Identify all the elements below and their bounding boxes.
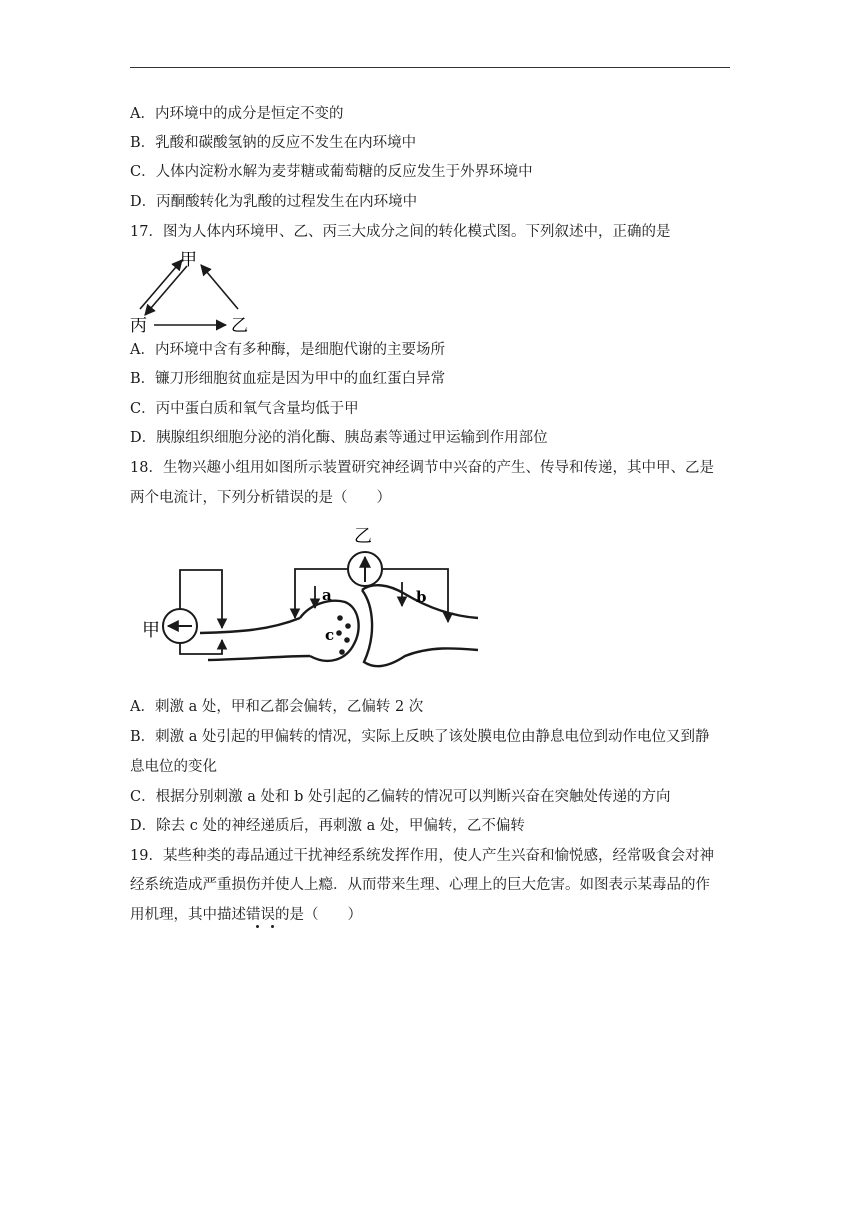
q19-stem-line3: 用机理，其中描述错误的是（ ） xyxy=(130,907,362,923)
q18-option-d: D．除去 c 处的神经递质后，再刺激 a 处，甲偏转，乙不偏转 xyxy=(130,818,525,834)
q17-stem: 17．图为人体内环境甲、乙、丙三大成分之间的转化模式图。下列叙述中，正确的是 xyxy=(130,224,671,240)
emphasis-dot xyxy=(256,925,259,928)
q16-option-d: D．丙酮酸转化为乳酸的过程发生在内环境中 xyxy=(130,194,418,210)
q18-option-a: A．刺激 a 处，甲和乙都会偏转，乙偏转 2 次 xyxy=(130,699,424,715)
q18-option-b: B．刺激 a 处引起的甲偏转的情况，实际上反映了该处膜电位由静息电位到动作电位又到静 xyxy=(130,729,710,745)
vesicle xyxy=(344,637,350,643)
q17-option-c: C．丙中蛋白质和氧气含量均低于甲 xyxy=(130,401,359,417)
point-c-label: c xyxy=(325,626,335,644)
vesicle xyxy=(336,630,342,636)
q16-option-c: C．人体内淀粉水解为麦芽糖或葡萄糖的反应发生于外界环境中 xyxy=(130,164,533,180)
meter-yi-label: 乙 xyxy=(354,526,372,547)
vesicle xyxy=(337,615,343,621)
q17-option-a: A．内环境中含有多种酶，是细胞代谢的主要场所 xyxy=(130,342,445,358)
q16-option-a: A．内环境中的成分是恒定不变的 xyxy=(130,106,344,122)
point-a-label: a xyxy=(322,586,332,604)
q19-stem-line1: 19．某些种类的毒品通过干扰神经系统发挥作用，使人产生兴奋和愉悦感，经常吸食会对神 xyxy=(130,848,714,864)
q17-option-b: B．镰刀形细胞贫血症是因为甲中的血红蛋白异常 xyxy=(130,371,446,387)
arrow-yi-to-jia xyxy=(201,265,238,309)
q19-stem-line2: 经系统造成严重损伤并使人上瘾．从而带来生理、心理上的巨大危害。如图表示某毒品的作 xyxy=(130,877,710,893)
q18-neuron-diagram xyxy=(140,520,485,670)
q18-option-c: C．根据分别刺激 a 处和 b 处引起的乙偏转的情况可以判断兴奋在突触处传递的方向 xyxy=(130,789,671,805)
vesicle xyxy=(345,623,351,629)
q18-stem-line1: 18．生物兴趣小组用如图所示装置研究神经调节中兴奋的产生、传导和传递，其中甲、乙是 xyxy=(130,460,714,476)
q17-node-right: 乙 xyxy=(231,316,248,336)
meter-jia-label: 甲 xyxy=(142,620,160,641)
q17-option-d: D．胰腺组织细胞分泌的消化酶、胰岛素等通过甲运输到作用部位 xyxy=(130,430,548,446)
arrow-jia-to-bing xyxy=(145,266,187,315)
emphasis-dot xyxy=(271,925,274,928)
point-b-label: b xyxy=(416,588,427,606)
arrow-bing-to-jia xyxy=(140,260,182,309)
vesicle xyxy=(339,649,345,655)
q16-option-b: B．乳酸和碳酸氢钠的反应不发生在内环境中 xyxy=(130,135,417,151)
q18-option-b-cont: 息电位的变化 xyxy=(130,759,217,775)
header-rule xyxy=(130,67,730,68)
q17-node-left: 丙 xyxy=(130,316,147,336)
q17-node-top: 甲 xyxy=(180,250,197,270)
q18-stem-line2: 两个电流计，下列分析错误的是（ ） xyxy=(130,490,391,506)
q17-triangle-diagram xyxy=(128,247,258,337)
